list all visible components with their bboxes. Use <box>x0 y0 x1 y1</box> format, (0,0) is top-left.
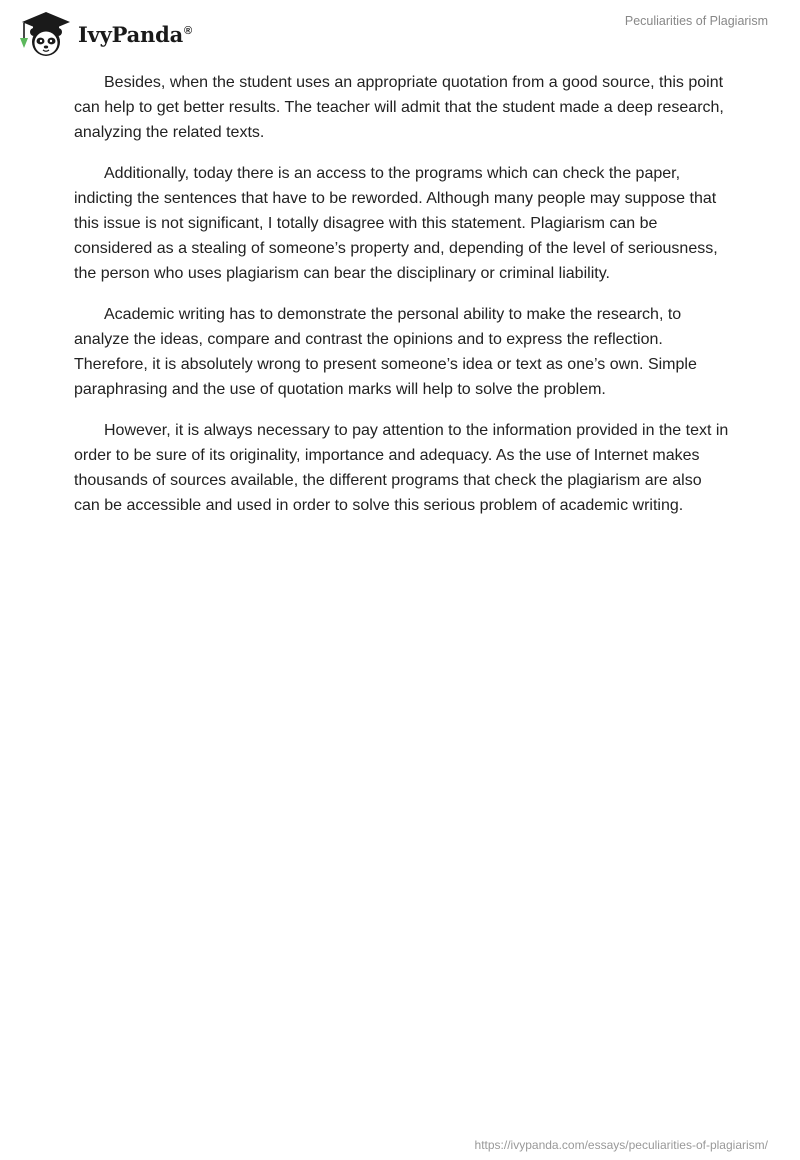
source-url-link[interactable]: https://ivypanda.com/essays/peculiarities-of-plagiarism/ <box>474 1138 768 1152</box>
essay-body <box>74 70 729 534</box>
panda-graduate-icon <box>16 8 72 58</box>
registered-mark: ® <box>184 24 192 37</box>
document-title: Peculiarities of Plagiarism <box>624 14 768 28</box>
paragraph: Besides, when the student uses an appropriate quotation from a good source, this point can help to get better results. The teacher will admit that the student made a deep research, analyzing the related texts. <box>74 74 724 141</box>
paragraph: Additionally, today there is an access to the programs which can check the paper, indicting the sentences that have to be reworded. Although many people may suppose that this issue is not significant, I totally disagree with this statement. Plagiarism can be considered as a stealing of someone’s property and, depending of the level of seriousness, the person who uses plagiarism can bear the disciplinary or criminal liability. <box>74 165 718 282</box>
paragraph: However, it is always necessary to pay attention to the information provided in the text in order to be sure of its originality, importance and adequacy. As the use of Internet makes thousands of sources available, the different programs that check the plagiarism are also can be accessible and used in order to solve this serious problem of academic writing. <box>74 422 729 514</box>
page-header <box>0 0 800 70</box>
logo-wordmark: IvyPanda® <box>78 21 192 47</box>
paragraph: Academic writing has to demonstrate the personal ability to make the research, to analyze the ideas, compare and contrast the opinions and to express the reflection. Therefore, it is absolutely wrong to present someone’s idea or text as one’s own. Simple paraphrasing and the use of quotation marks will help to solve the problem. <box>74 306 697 398</box>
ivypanda-logo[interactable] <box>16 8 192 58</box>
